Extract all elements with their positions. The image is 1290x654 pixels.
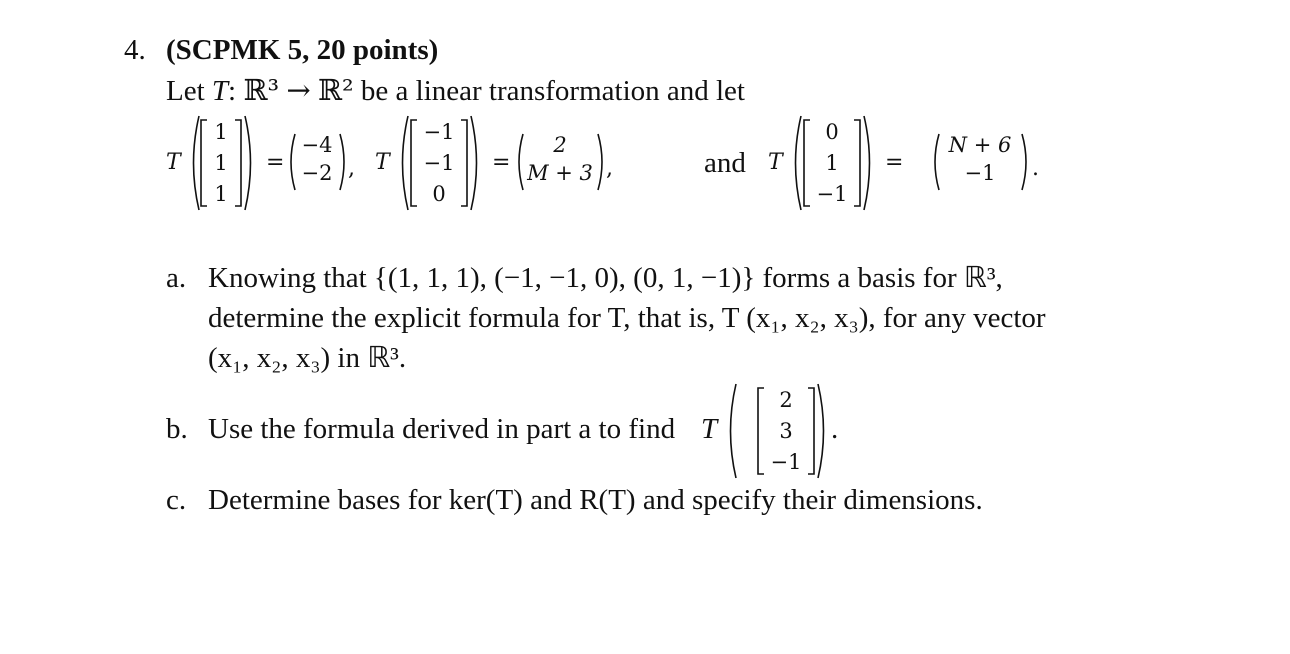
intro-suffix: be a linear transformation and let [360,75,745,107]
intro-arrow: → [286,73,311,107]
eq2-in-2: −1 [423,151,455,175]
eq1-right-paren [243,114,257,212]
part-a-label: a. [166,262,187,294]
part-b-right-bracket [806,386,816,476]
eq1-equals: = [266,150,285,175]
part-b-period: . [831,413,839,445]
eq3-out-2: −1 [964,161,996,185]
intro-T: T [211,75,229,107]
eq1-out-1: −4 [301,133,333,157]
eq2-right-bracket [459,118,469,208]
eq1-out-2: −2 [301,161,333,185]
eq2-in-1: −1 [423,120,455,144]
part-b-left-paren [724,382,738,480]
eq3-period: . [1032,156,1039,181]
eq2-out-1: 2 [553,133,567,157]
part-b-right-paren [816,382,830,480]
eq3-equals: = [885,150,904,175]
problem-header: (SCPMK 5, 20 points) [166,34,439,66]
part-b-vec-1: 2 [779,388,793,412]
part-c-text: Determine bases for ker(T) and R(T) and specify their dimensions. [208,484,983,516]
intro-colon: : [228,75,237,107]
part-a-line-3: (x₁, x₂, x₃) in ℝ³. [208,342,407,374]
eq3-in-3: −1 [816,182,848,206]
intro-domain: ℝ³ [243,73,280,107]
part-b-vec-3: −1 [770,450,802,474]
eq2-in-3: 0 [432,182,446,206]
intro-codomain: ℝ² [317,73,354,107]
eq1-right-bracket [233,118,243,208]
part-c-label: c. [166,484,187,516]
eq3-right-bracket [852,118,862,208]
part-a-line-2: determine the explicit formula for T, that is, T (x₁, x₂, x₃), for any vector [208,302,1046,334]
eq2-out-2: M + 3 [527,161,593,185]
problem-number: 4. [124,34,146,66]
eq3-in-1: 0 [825,120,839,144]
eq1-in-2: 1 [214,151,228,175]
eq3-out-right-paren [1020,132,1030,192]
eq3-right-paren [862,114,876,212]
part-b-T: T [701,413,718,445]
eq3-T: T [768,150,783,175]
eq2-out-right-paren [596,132,606,192]
eq2-right-paren [469,114,483,212]
eq1-comma: , [348,156,355,181]
eq2-T: T [375,150,390,175]
eq3-out-1: N + 6 [948,133,1012,157]
part-b-vec-2: 3 [779,419,793,443]
eq2-comma: , [606,156,613,181]
eq3-and: and [704,147,746,179]
part-b-text: Use the formula derived in part a to find [208,413,676,445]
intro-line [166,72,745,109]
part-a-line-1: Knowing that {(1, 1, 1), (−1, −1, 0), (0, 1, −1)} forms a basis for ℝ³, [208,262,1003,294]
eq2-left-paren [396,114,410,212]
eq2-equals: = [492,150,511,175]
part-b-label: b. [166,413,188,445]
eq3-left-paren [789,114,803,212]
intro-prefix: Let [166,75,205,107]
eq1-T: T [166,150,181,175]
eq1-in-1: 1 [214,120,228,144]
eq1-out-right-paren [338,132,348,192]
eq3-in-2: 1 [825,151,839,175]
eq1-in-3: 1 [214,182,228,206]
